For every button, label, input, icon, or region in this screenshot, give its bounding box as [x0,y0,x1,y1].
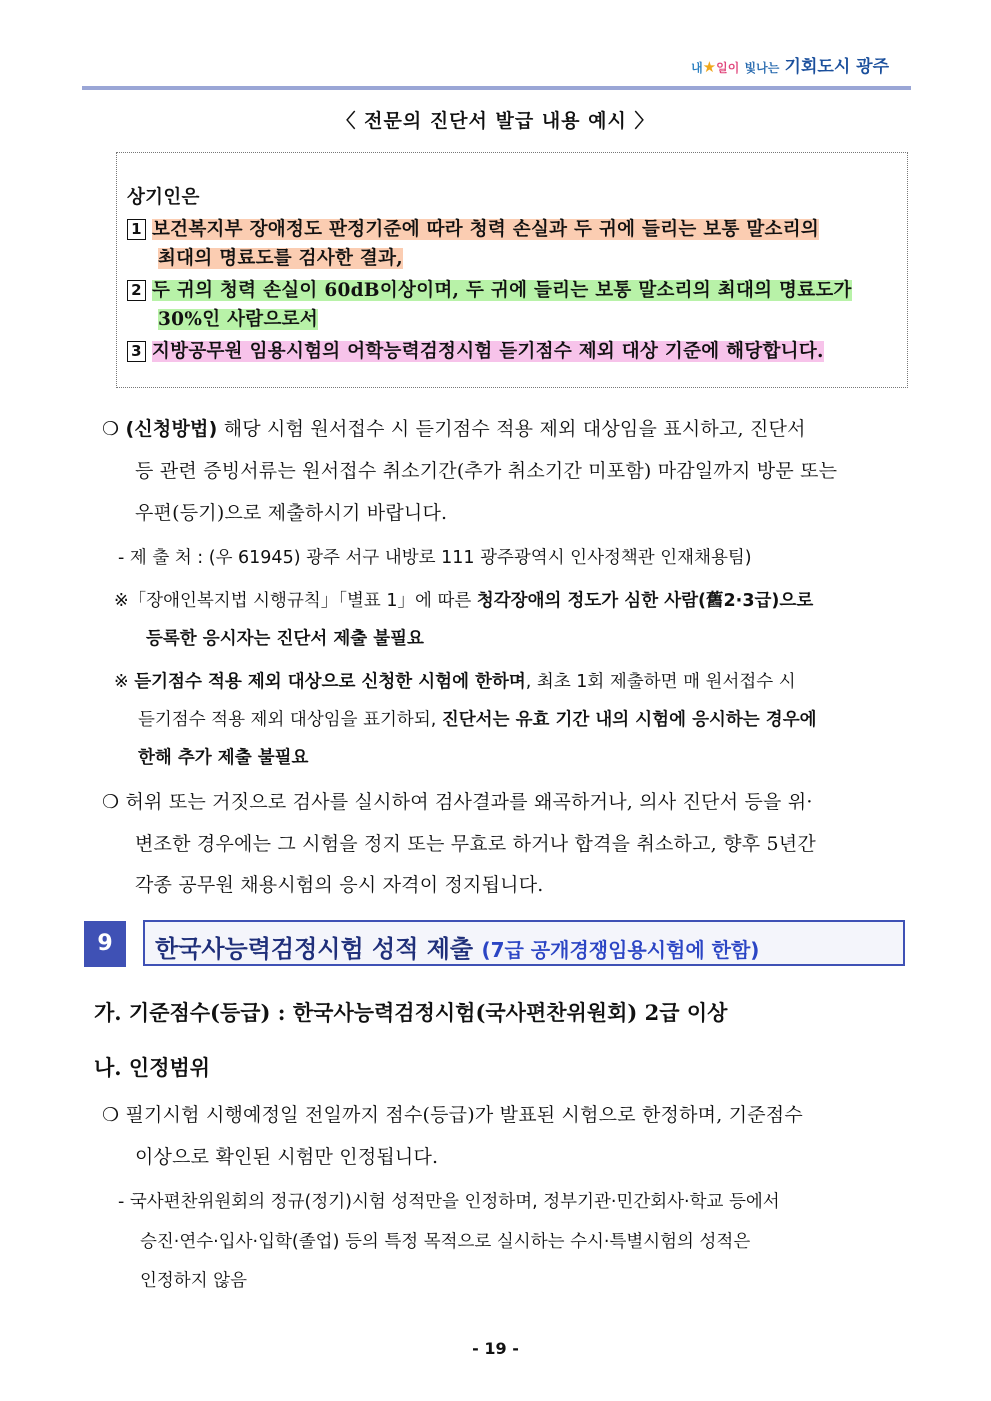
example-title: 〈 전문의 진단서 발급 내용 예시 〉 [336,110,655,132]
star-icon: ★ [702,58,717,76]
box-item-3 [127,337,824,363]
logo-text-4: 기회도시 광주 [784,57,889,77]
false-report-line-1 [102,787,813,814]
section-title-sub: (7급 공개경쟁임용시험에 한함) [481,938,760,962]
box-item-2 [127,276,852,302]
apply-method-line-3: 우편(등기)으로 제출하시기 바랍니다. [135,502,448,524]
note-2-rest-1: , 최초 1회 제출하면 매 원서접수 시 [525,672,796,692]
false-report-line-2: 변조한 경우에는 그 시험을 정지 또는 무효로 하거나 합격을 취소하고, 향후 5년간 [135,833,816,855]
submit-address: - 제 출 처 : (우 61945) 광주 서구 내방로 111 광주광역시 인사정책관 인재채용팀) [118,548,752,568]
heading-ga: 가. 기준점수(등급) : 한국사능력검정시험(국사편찬위원회) 2급 이상 [94,1000,728,1025]
city-logo [691,52,889,77]
logo-text-3: 빛나는 [744,61,780,75]
diagnosis-example-box [116,152,908,388]
header-divider [82,86,911,90]
note-2-bold-1: 듣기점수 적용 제외 대상으로 신청한 시험에 한하며 [134,672,526,692]
page-number: - 19 - [472,1339,519,1358]
item-1-line-2: 최대의 명료도를 검사한 결과, [158,248,404,269]
item-number-box: 2 [127,280,146,301]
note-1-line-1 [114,587,813,612]
section-number-badge: 9 [84,921,126,967]
scope-line-2: 이상으로 확인된 시험만 인정됩니다. [135,1146,439,1168]
circle-bullet-icon: ❍ [102,418,120,440]
box-item-2-cont [158,305,318,331]
circle-bullet-icon: ❍ [102,791,120,813]
item-2-line-2: 30%인 사람으로서 [158,309,318,330]
scope-text-1: 필기시험 시행예정일 전일까지 점수(등급)가 발표된 시험으로 한정하며, 기준점수 [125,1104,803,1126]
box-item-1 [127,215,819,241]
false-report-line-3: 각종 공무원 채용시험의 응시 자격이 정지됩니다. [135,874,544,896]
section-title [155,929,759,964]
note-2-plain-2: 듣기점수 적용 제외 대상임을 표기하되, [138,710,442,730]
box-item-1-cont [158,244,403,270]
section-title-main: 한국사능력검정시험 성적 제출 [155,935,482,963]
false-report-text-1: 허위 또는 거짓으로 검사를 실시하여 검사결과를 왜곡하거나, 의사 진단서 등을 위· [125,791,813,813]
circle-bullet-icon: ❍ [102,1104,120,1126]
apply-method-text-1: 해당 시험 원서접수 시 듣기점수 적용 제외 대상임을 표시하고, 진단서 [217,418,806,440]
scope-dash-line-2: 승진·연수·입사·입학(졸업) 등의 특정 목적으로 실시하는 수시·특별시험의 성적은 [140,1232,751,1252]
note-2-line-2 [138,706,817,731]
scope-line-1 [102,1100,803,1127]
note-2-bold-2: 진단서는 유효 기간 내의 시험에 응시하는 경우에 [441,710,817,730]
item-number-box: 1 [127,219,146,240]
note-1-bold-1: 청각장애의 정도가 심한 사람(舊2·3급)으로 [476,591,814,611]
scope-dash-line-1: - 국사편찬위원회의 정규(정기)시험 성적만을 인정하며, 정부기관·민간회사·학교 등에서 [118,1192,780,1212]
box-intro: 상기인은 [127,187,200,208]
item-number-box: 3 [127,341,146,362]
item-2-line-1: 두 귀의 청력 손실이 60dB이상이며, 두 귀에 들리는 보통 말소리의 최대의 명료도가 [152,280,852,301]
note-2-line-3: 한해 추가 제출 불필요 [138,748,309,768]
logo-text-2: 일이 [716,61,740,75]
logo-text-1: 내 [691,61,703,75]
apply-method-line-1 [102,414,806,441]
apply-method-line-2: 등 관련 증빙서류는 원서접수 취소기간(추가 취소기간 미포함) 마감일까지 방문 또는 [135,460,838,482]
note-2-prefix: ※ [114,672,135,692]
note-1-prefix: ※「장애인복지법 시행규칙」「별표 1」에 따른 [114,591,477,611]
apply-method-label: (신청방법) [125,418,218,440]
note-2-line-1 [114,668,796,693]
note-1-line-2: 등록한 응시자는 진단서 제출 불필요 [146,629,424,649]
scope-dash-line-3: 인정하지 않음 [140,1271,247,1291]
heading-na: 나. 인정범위 [94,1055,211,1080]
item-1-line-1: 보건복지부 장애정도 판정기준에 따라 청력 손실과 두 귀에 들리는 보통 말소리의 [152,219,820,240]
item-3-line-1: 지방공무원 임용시험의 어학능력검정시험 듣기점수 제외 대상 기준에 해당합니다. [152,341,824,362]
